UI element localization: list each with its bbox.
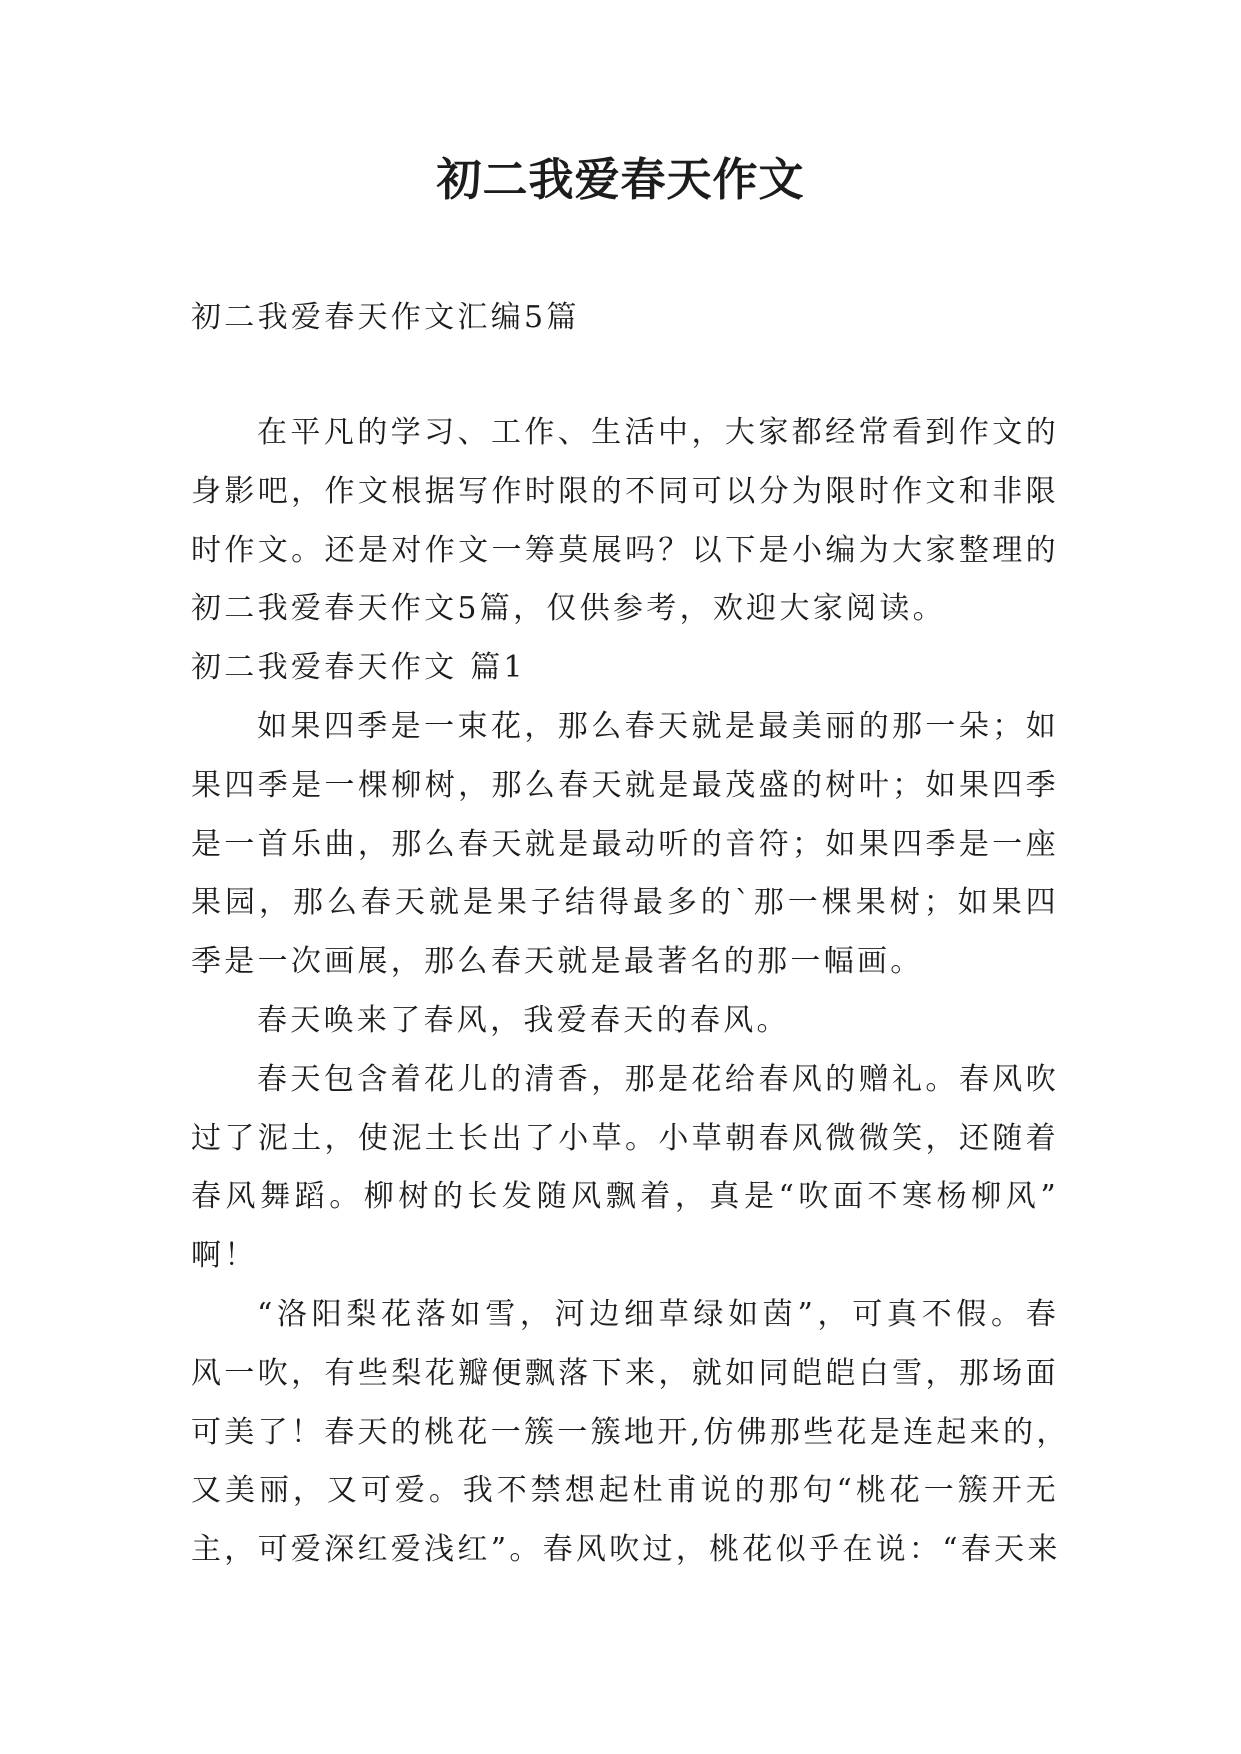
- paragraph-line: 身影吧，作文根据写作时限的不同可以分为限时作文和非限: [191, 473, 1059, 509]
- paragraph-line: 春天包含着花儿的清香，那是花给春风的赠礼。春风吹: [257, 1061, 1059, 1097]
- paragraph-line: 季是一次画展，那么春天就是最著名的那一幅画。: [191, 944, 924, 980]
- paragraph: [191, 1286, 1070, 1580]
- paragraph-line: 春风舞蹈。柳树的长发随风飘着，真是“吹面不寒杨柳风”: [191, 1179, 1059, 1215]
- paragraph-line: 过了泥土，使泥土长出了小草。小草朝春风微微笑，还随着: [191, 1120, 1059, 1156]
- document-subtitle: 初二我爱春天作文汇编5篇: [191, 300, 580, 335]
- paragraph: [191, 1051, 1059, 1286]
- paragraph-line: 是一首乐曲，那么春天就是最动听的音符；如果四季是一座: [191, 826, 1059, 862]
- paragraph-line: 风一吹，有些梨花瓣便飘落下来，就如同皑皑白雪，那场面: [191, 1355, 1059, 1391]
- paragraph-line: “洛阳梨花落如雪，河边细草绿如茵”，可真不假。春: [257, 1296, 1059, 1332]
- paragraph-line: 主，可爱深红爱浅红”。春风吹过，桃花似乎在说：“春天来: [191, 1532, 1061, 1568]
- paragraph-line: 可美了！春天的桃花一簇一簇地开,仿佛那些花是连起来的，: [191, 1414, 1070, 1450]
- paragraph: [191, 698, 1059, 992]
- paragraph-line: 初二我爱春天作文5篇，仅供参考，欢迎大家阅读。: [191, 591, 946, 627]
- paragraph-line: 啊！: [191, 1238, 258, 1274]
- paragraph: [191, 992, 1059, 1051]
- paragraph-line: 在平凡的学习、工作、生活中，大家都经常看到作文的: [257, 415, 1059, 450]
- section-heading-text: 初二我爱春天作文 篇1: [191, 650, 526, 686]
- paragraph: [191, 404, 1059, 639]
- document-title: 初二我爱春天作文: [436, 153, 805, 206]
- paragraph-line: 如果四季是一束花，那么春天就是最美丽的那一朵；如: [257, 708, 1059, 744]
- paragraph-line: 果园，那么春天就是果子结得最多的`那一棵果树；如果四: [191, 885, 1059, 921]
- paragraph-line: 春天唤来了春风，我爱春天的春风。: [257, 1002, 790, 1038]
- section-heading: [191, 639, 1059, 698]
- document-body: [191, 404, 1070, 1580]
- paragraph-line: 果四季是一棵柳树，那么春天就是最茂盛的树叶；如果四季: [191, 767, 1059, 803]
- paragraph-line: 时作文。还是对作文一筹莫展吗？以下是小编为大家整理的: [191, 532, 1059, 568]
- paragraph-line: 又美丽，又可爱。我不禁想起杜甫说的那句“桃花一簇开无: [191, 1473, 1059, 1509]
